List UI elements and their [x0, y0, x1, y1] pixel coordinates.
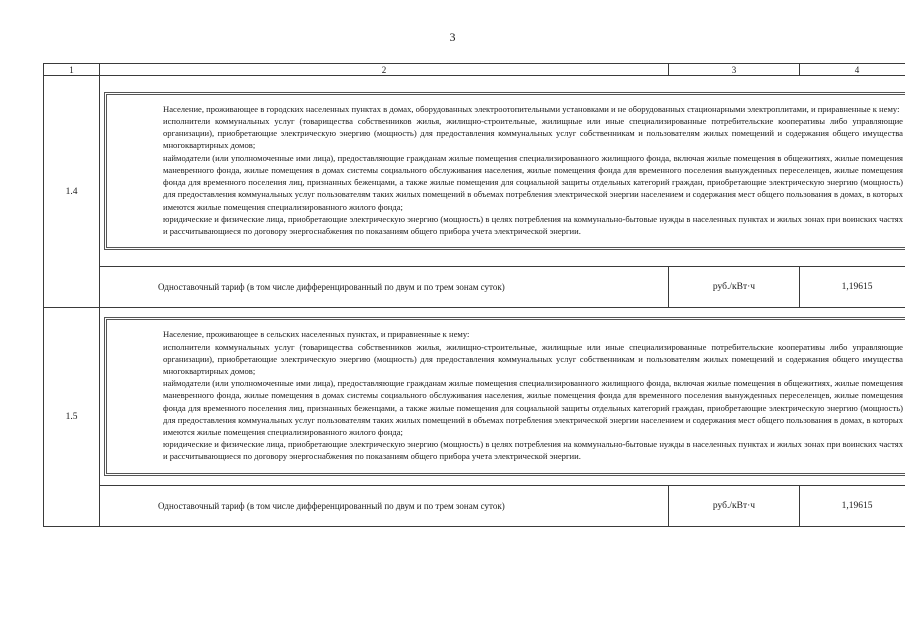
tariff-value: 1,19615 [800, 267, 905, 308]
table-row [44, 308, 905, 486]
header-col-2: 2 [100, 64, 669, 76]
description-paragraph: юридические и физические лица, приобретающие электрическую энергию (мощность) в целях потребления на коммунально-бытовые нужды в населенных пунктах и жилых зонах при воинских частях и рассчитывающиеся по договору энергоснабжения по показаниям общего прибора учета электрической энергии. [163, 213, 903, 236]
consumer-description [163, 103, 903, 237]
header-col-1: 1 [44, 64, 100, 76]
tariff-value: 1,19615 [800, 486, 905, 527]
tariff-table [43, 63, 905, 527]
table-header-row [44, 64, 905, 76]
description-cell [100, 76, 905, 267]
description-paragraph: исполнители коммунальных услуг (товарищества собственников жилья, жилищно-строительные, жилищные или иные специализированные потребительские кооперативы либо управляющие организации), приобретающие электрическую энергию (мощность) для предоставления коммунальных услуг собственникам и пользователям жилых помещений и содержания общего имущества многоквартирных домов; [163, 341, 903, 376]
page-number: 3 [449, 30, 456, 44]
tariff-row [44, 267, 905, 308]
description-paragraph: наймодатели (или уполномоченные ими лица), предоставляющие гражданам жилые помещения специализированного жилищного фонда, включая жилые помещения в общежитиях, жилые помещения маневренного фонда, жилые помещения в домах системы социального обслуживания населения, жилые помещения фонда для временного поселения вынужденных переселенцев, жилые помещения фонда для временного поселения лиц, признанных беженцами, а также жилые помещения для социальной защиты отдельных категорий граждан, приобретающие электрическую энергию (мощность) для предоставления коммунальных услуг пользователям таких жилых помещений в объемах потребления электрической энергии населением и содержания мест общего пользования в домах, в которых имеются жилые помещения специализированного жилого фонда; [163, 152, 903, 212]
tariff-label: Одноставочный тариф (в том числе дифференцированный по двум и по трем зонам суток) [100, 486, 669, 527]
description-cell [100, 308, 905, 486]
row-number: 1.5 [44, 308, 100, 527]
consumer-description [163, 328, 903, 462]
header-col-4: 4 [800, 64, 905, 76]
tariff-unit: руб./кВт·ч [669, 267, 800, 308]
tariff-unit: руб./кВт·ч [669, 486, 800, 527]
header-col-3: 3 [669, 64, 800, 76]
description-paragraph: Население, проживающее в сельских населенных пунктах, и приравненные к нему: [163, 329, 470, 340]
tariff-label: Одноставочный тариф (в том числе дифференцированный по двум и по трем зонам суток) [100, 267, 669, 308]
description-paragraph: наймодатели (или уполномоченные ими лица), предоставляющие гражданам жилые помещения специализированного жилищного фонда, включая жилые помещения в общежитиях, жилые помещения маневренного фонда, жилые помещения в домах системы социального обслуживания населения, жилые помещения фонда для временного поселения вынужденных переселенцев, жилые помещения фонда для временного поселения лиц, признанных беженцами, а также жилые помещения для социальной защиты отдельных категорий граждан, приобретающие электрическую энергию (мощность) для предоставления коммунальных услуг пользователям таких жилых помещений в объемах потребления электрической энергии населением и содержания мест общего пользования в домах, в которых имеются жилые помещения специализированного жилого фонда; [163, 378, 903, 437]
description-paragraph: Население, проживающее в городских населенных пунктах в домах, оборудованных электроотопительными установками и не оборудованных стационарными электроплитами, и приравненные к нему: [163, 103, 900, 114]
description-paragraph: исполнители коммунальных услуг (товарищества собственников жилья, жилищно-строительные, жилищные или иные специализированные потребительские кооперативы либо управляющие организации), приобретающие электрическую энергию (мощность) для предоставления коммунальных услуг собственникам и пользователям жилых помещений и содержания общего имущества многоквартирных домов; [163, 116, 903, 151]
description-paragraph: юридические и физические лица, приобретающие электрическую энергию (мощность) в целях потребления на коммунально-бытовые нужды в населенных пунктах и жилых зонах при воинских частях и рассчитывающиеся по договору энергоснабжения по показаниям общего прибора учета электрической энергии. [163, 439, 903, 462]
table-row [44, 76, 905, 267]
row-number: 1.4 [44, 76, 100, 308]
tariff-row [44, 486, 905, 527]
